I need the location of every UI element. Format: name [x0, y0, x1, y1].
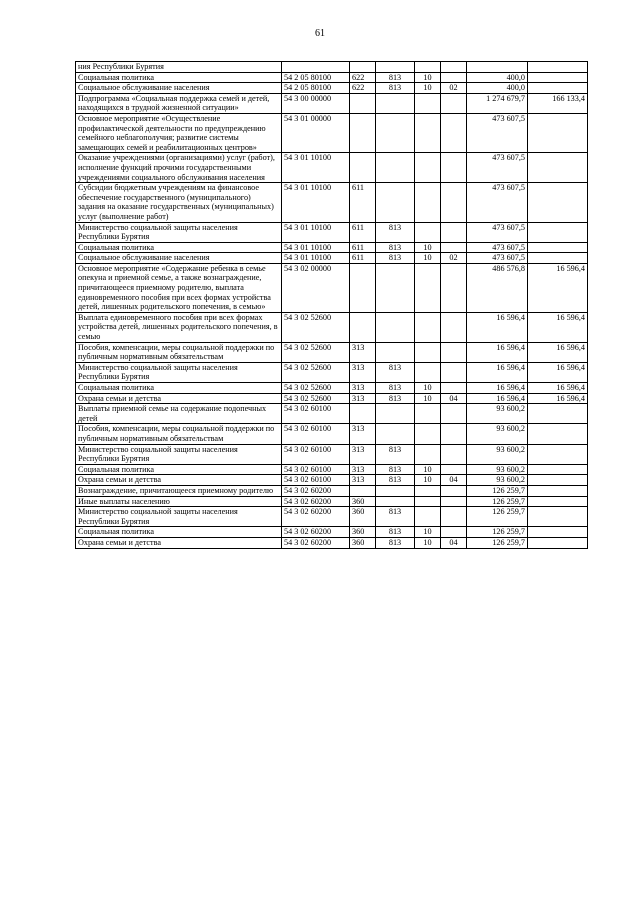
row-gr-cell: 813: [376, 253, 415, 264]
row-pr-cell: 04: [441, 475, 467, 486]
row-vr-cell: 313: [350, 362, 376, 382]
row-code-cell: 54 3 02 60200: [282, 507, 350, 527]
table-row: [76, 312, 588, 342]
row-vr-cell: [350, 62, 376, 73]
row-gr-cell: 813: [376, 537, 415, 548]
row-name-cell: Социальная политика: [76, 242, 282, 253]
row-vr-cell: 313: [350, 342, 376, 362]
row-vr-cell: 360: [350, 537, 376, 548]
row-rz-cell: 10: [415, 464, 441, 475]
row-federal-sum-cell: [528, 113, 588, 152]
row-federal-sum-cell: [528, 527, 588, 538]
row-pr-cell: [441, 93, 467, 113]
row-name-cell: Основное мероприятие «Содержание ребенка в семье опекуна и приемной семье, а также вознаграждение, причитающееся приемному родителю, выплата единовременного пособия при всех формах устройства детей, лишенных родительского попечения, в семью»: [76, 263, 282, 312]
row-sum-cell: 473 607,5: [467, 222, 528, 242]
row-vr-cell: 313: [350, 444, 376, 464]
row-name-cell: Подпрограмма «Социальная поддержка семей и детей, находящихся в трудной жизненной ситуации»: [76, 93, 282, 113]
row-code-cell: 54 3 02 60200: [282, 527, 350, 538]
row-gr-cell: 813: [376, 527, 415, 538]
row-federal-sum-cell: [528, 72, 588, 83]
row-gr-cell: [376, 113, 415, 152]
page-number: 61: [315, 28, 325, 39]
row-federal-sum-cell: [528, 183, 588, 222]
row-federal-sum-cell: 16 596,4: [528, 362, 588, 382]
row-sum-cell: 126 259,7: [467, 496, 528, 507]
table-row: [76, 183, 588, 222]
row-rz-cell: [415, 507, 441, 527]
row-code-cell: 54 3 02 52600: [282, 342, 350, 362]
row-pr-cell: [441, 312, 467, 342]
row-code-cell: 54 2 05 80100: [282, 72, 350, 83]
row-name-cell: Охрана семьи и детства: [76, 537, 282, 548]
row-name-cell: Иные выплаты населению: [76, 496, 282, 507]
row-sum-cell: 126 259,7: [467, 537, 528, 548]
row-federal-sum-cell: 16 596,4: [528, 383, 588, 394]
row-sum-cell: 93 600,2: [467, 404, 528, 424]
table-row: [76, 72, 588, 83]
row-sum-cell: 473 607,5: [467, 113, 528, 152]
row-federal-sum-cell: 16 596,4: [528, 312, 588, 342]
row-gr-cell: 813: [376, 464, 415, 475]
table-row: [76, 83, 588, 94]
row-pr-cell: [441, 342, 467, 362]
row-federal-sum-cell: [528, 444, 588, 464]
row-name-cell: Пособия, компенсации, меры социальной поддержки по публичным нормативным обязательствам: [76, 424, 282, 444]
row-rz-cell: [415, 222, 441, 242]
row-pr-cell: [441, 113, 467, 152]
row-rz-cell: [415, 62, 441, 73]
row-code-cell: 54 3 02 60200: [282, 496, 350, 507]
row-name-cell: ния Республики Бурятия: [76, 62, 282, 73]
row-sum-cell: 93 600,2: [467, 444, 528, 464]
row-sum-cell: 93 600,2: [467, 424, 528, 444]
row-name-cell: Субсидии бюджетным учреждениям на финансовое обеспечение государственного (муниципального) задания на оказание государственных (муниципальных) услуг (выполнение работ): [76, 183, 282, 222]
row-sum-cell: 473 607,5: [467, 183, 528, 222]
row-rz-cell: 10: [415, 83, 441, 94]
row-code-cell: 54 3 02 60100: [282, 464, 350, 475]
row-rz-cell: 10: [415, 393, 441, 404]
row-vr-cell: 611: [350, 222, 376, 242]
row-rz-cell: [415, 113, 441, 152]
budget-table-body: [76, 62, 588, 549]
row-sum-cell: 473 607,5: [467, 253, 528, 264]
table-row: [76, 263, 588, 312]
row-name-cell: Министерство социальной защиты населения Республики Бурятия: [76, 222, 282, 242]
budget-table: [75, 61, 588, 549]
row-vr-cell: 611: [350, 183, 376, 222]
row-pr-cell: [441, 464, 467, 475]
row-pr-cell: 02: [441, 253, 467, 264]
row-rz-cell: [415, 404, 441, 424]
row-vr-cell: [350, 263, 376, 312]
row-federal-sum-cell: [528, 253, 588, 264]
row-sum-cell: 16 596,4: [467, 342, 528, 362]
row-name-cell: Основное мероприятие «Осуществление профилактической деятельности по предупреждению семейного неблагополучия; развитие системы замещающих семей и реабилитационных центров»: [76, 113, 282, 152]
row-sum-cell: 126 259,7: [467, 507, 528, 527]
row-gr-cell: [376, 424, 415, 444]
row-vr-cell: [350, 153, 376, 183]
row-gr-cell: [376, 62, 415, 73]
row-rz-cell: [415, 312, 441, 342]
row-pr-cell: 04: [441, 537, 467, 548]
row-pr-cell: [441, 72, 467, 83]
row-rz-cell: [415, 362, 441, 382]
table-row: [76, 383, 588, 394]
row-sum-cell: 16 596,4: [467, 383, 528, 394]
table-row: [76, 475, 588, 486]
row-rz-cell: 10: [415, 475, 441, 486]
row-code-cell: 54 3 02 60100: [282, 404, 350, 424]
row-vr-cell: 611: [350, 253, 376, 264]
row-pr-cell: [441, 383, 467, 394]
row-name-cell: Выплата единовременного пособия при всех формах устройства детей, лишенных родительского попечения, в семью: [76, 312, 282, 342]
table-row: [76, 222, 588, 242]
row-sum-cell: 93 600,2: [467, 475, 528, 486]
row-name-cell: Оказание учреждениями (организациями) услуг (работ), исполнение функций прочими государственными учреждениями социального обслуживания населения: [76, 153, 282, 183]
row-sum-cell: 473 607,5: [467, 242, 528, 253]
table-row: [76, 527, 588, 538]
row-code-cell: [282, 62, 350, 73]
table-row: [76, 242, 588, 253]
row-vr-cell: 313: [350, 464, 376, 475]
row-name-cell: Пособия, компенсации, меры социальной поддержки по публичным нормативным обязательствам: [76, 342, 282, 362]
row-federal-sum-cell: 16 596,4: [528, 263, 588, 312]
row-rz-cell: 10: [415, 253, 441, 264]
row-federal-sum-cell: [528, 507, 588, 527]
row-vr-cell: 313: [350, 424, 376, 444]
row-rz-cell: 10: [415, 527, 441, 538]
row-pr-cell: [441, 527, 467, 538]
row-pr-cell: 04: [441, 393, 467, 404]
row-code-cell: 54 3 02 60200: [282, 537, 350, 548]
row-federal-sum-cell: [528, 404, 588, 424]
row-gr-cell: [376, 404, 415, 424]
row-federal-sum-cell: [528, 464, 588, 475]
row-pr-cell: [441, 424, 467, 444]
row-vr-cell: 313: [350, 383, 376, 394]
row-federal-sum-cell: [528, 475, 588, 486]
row-name-cell: Министерство социальной защиты населения Республики Бурятия: [76, 444, 282, 464]
row-rz-cell: 10: [415, 537, 441, 548]
row-name-cell: Охрана семьи и детства: [76, 393, 282, 404]
row-sum-cell: 400,0: [467, 83, 528, 94]
row-code-cell: 54 3 02 60100: [282, 475, 350, 486]
table-row: [76, 444, 588, 464]
row-pr-cell: 02: [441, 83, 467, 94]
row-code-cell: 54 3 02 52600: [282, 312, 350, 342]
row-sum-cell: 1 274 679,7: [467, 93, 528, 113]
row-sum-cell: 126 259,7: [467, 485, 528, 496]
row-code-cell: 54 3 02 52600: [282, 362, 350, 382]
row-rz-cell: 10: [415, 242, 441, 253]
row-gr-cell: 813: [376, 383, 415, 394]
table-row: [76, 404, 588, 424]
row-name-cell: Министерство социальной защиты населения Республики Бурятия: [76, 362, 282, 382]
row-vr-cell: [350, 312, 376, 342]
table-row: [76, 424, 588, 444]
row-code-cell: 54 3 01 10100: [282, 153, 350, 183]
row-name-cell: Социальная политика: [76, 383, 282, 394]
row-gr-cell: 813: [376, 475, 415, 486]
row-federal-sum-cell: [528, 496, 588, 507]
row-vr-cell: [350, 113, 376, 152]
row-code-cell: 54 3 02 60200: [282, 485, 350, 496]
row-federal-sum-cell: 16 596,4: [528, 393, 588, 404]
row-rz-cell: [415, 93, 441, 113]
row-pr-cell: [441, 362, 467, 382]
row-rz-cell: [415, 496, 441, 507]
row-gr-cell: [376, 312, 415, 342]
row-rz-cell: [415, 183, 441, 222]
row-code-cell: 54 3 02 52600: [282, 383, 350, 394]
row-gr-cell: [376, 263, 415, 312]
row-code-cell: 54 3 01 10100: [282, 183, 350, 222]
row-code-cell: 54 3 01 10100: [282, 242, 350, 253]
row-federal-sum-cell: [528, 424, 588, 444]
row-gr-cell: [376, 342, 415, 362]
row-federal-sum-cell: [528, 62, 588, 73]
table-row: [76, 113, 588, 152]
row-pr-cell: [441, 404, 467, 424]
table-row: [76, 93, 588, 113]
row-rz-cell: [415, 153, 441, 183]
row-federal-sum-cell: [528, 153, 588, 183]
row-gr-cell: 813: [376, 83, 415, 94]
row-gr-cell: 813: [376, 507, 415, 527]
row-gr-cell: [376, 485, 415, 496]
row-gr-cell: [376, 183, 415, 222]
row-code-cell: 54 3 01 10100: [282, 253, 350, 264]
table-row: [76, 464, 588, 475]
row-gr-cell: 813: [376, 242, 415, 253]
row-sum-cell: 473 607,5: [467, 153, 528, 183]
row-code-cell: 54 3 02 60100: [282, 444, 350, 464]
table-row: [76, 496, 588, 507]
row-pr-cell: [441, 222, 467, 242]
row-code-cell: 54 3 01 00000: [282, 113, 350, 152]
row-rz-cell: [415, 342, 441, 362]
row-rz-cell: [415, 263, 441, 312]
row-federal-sum-cell: [528, 242, 588, 253]
row-sum-cell: 93 600,2: [467, 464, 528, 475]
row-name-cell: Социальная политика: [76, 527, 282, 538]
row-name-cell: Министерство социальной защиты населения Республики Бурятия: [76, 507, 282, 527]
row-vr-cell: 622: [350, 83, 376, 94]
row-gr-cell: 813: [376, 362, 415, 382]
row-federal-sum-cell: 166 133,4: [528, 93, 588, 113]
row-gr-cell: [376, 496, 415, 507]
row-pr-cell: [441, 496, 467, 507]
table-row: [76, 253, 588, 264]
table-row: [76, 342, 588, 362]
row-sum-cell: [467, 62, 528, 73]
row-pr-cell: [441, 444, 467, 464]
row-federal-sum-cell: 16 596,4: [528, 342, 588, 362]
row-code-cell: 54 3 00 00000: [282, 93, 350, 113]
row-sum-cell: 16 596,4: [467, 312, 528, 342]
row-vr-cell: 313: [350, 475, 376, 486]
table-row: [76, 153, 588, 183]
row-rz-cell: 10: [415, 72, 441, 83]
row-federal-sum-cell: [528, 222, 588, 242]
row-pr-cell: [441, 183, 467, 222]
row-rz-cell: 10: [415, 383, 441, 394]
row-pr-cell: [441, 263, 467, 312]
row-federal-sum-cell: [528, 537, 588, 548]
row-vr-cell: [350, 404, 376, 424]
row-vr-cell: 611: [350, 242, 376, 253]
row-sum-cell: 126 259,7: [467, 527, 528, 538]
row-gr-cell: 813: [376, 393, 415, 404]
row-code-cell: 54 3 02 00000: [282, 263, 350, 312]
row-rz-cell: [415, 485, 441, 496]
row-pr-cell: [441, 507, 467, 527]
table-row: [76, 507, 588, 527]
row-gr-cell: 813: [376, 444, 415, 464]
row-sum-cell: 400,0: [467, 72, 528, 83]
row-gr-cell: [376, 93, 415, 113]
row-vr-cell: 622: [350, 72, 376, 83]
row-name-cell: Охрана семьи и детства: [76, 475, 282, 486]
row-vr-cell: [350, 93, 376, 113]
table-row: [76, 62, 588, 73]
row-pr-cell: [441, 62, 467, 73]
row-code-cell: 54 3 01 10100: [282, 222, 350, 242]
row-pr-cell: [441, 242, 467, 253]
row-sum-cell: 486 576,8: [467, 263, 528, 312]
row-name-cell: Социальное обслуживание населения: [76, 83, 282, 94]
row-sum-cell: 16 596,4: [467, 362, 528, 382]
row-vr-cell: 360: [350, 496, 376, 507]
row-vr-cell: [350, 485, 376, 496]
row-federal-sum-cell: [528, 83, 588, 94]
row-federal-sum-cell: [528, 485, 588, 496]
row-pr-cell: [441, 485, 467, 496]
row-vr-cell: 360: [350, 507, 376, 527]
table-row: [76, 393, 588, 404]
row-rz-cell: [415, 424, 441, 444]
row-vr-cell: 360: [350, 527, 376, 538]
row-code-cell: 54 3 02 52600: [282, 393, 350, 404]
row-name-cell: Социальное обслуживание населения: [76, 253, 282, 264]
row-rz-cell: [415, 444, 441, 464]
row-gr-cell: 813: [376, 72, 415, 83]
row-pr-cell: [441, 153, 467, 183]
row-gr-cell: 813: [376, 222, 415, 242]
row-name-cell: Социальная политика: [76, 72, 282, 83]
table-row: [76, 485, 588, 496]
row-vr-cell: 313: [350, 393, 376, 404]
row-code-cell: 54 2 05 80100: [282, 83, 350, 94]
row-name-cell: Социальная политика: [76, 464, 282, 475]
row-gr-cell: [376, 153, 415, 183]
row-name-cell: Вознаграждение, причитающееся приемному родителю: [76, 485, 282, 496]
row-name-cell: Выплаты приемной семье на содержание подопечных детей: [76, 404, 282, 424]
table-row: [76, 537, 588, 548]
table-row: [76, 362, 588, 382]
row-code-cell: 54 3 02 60100: [282, 424, 350, 444]
row-sum-cell: 16 596,4: [467, 393, 528, 404]
